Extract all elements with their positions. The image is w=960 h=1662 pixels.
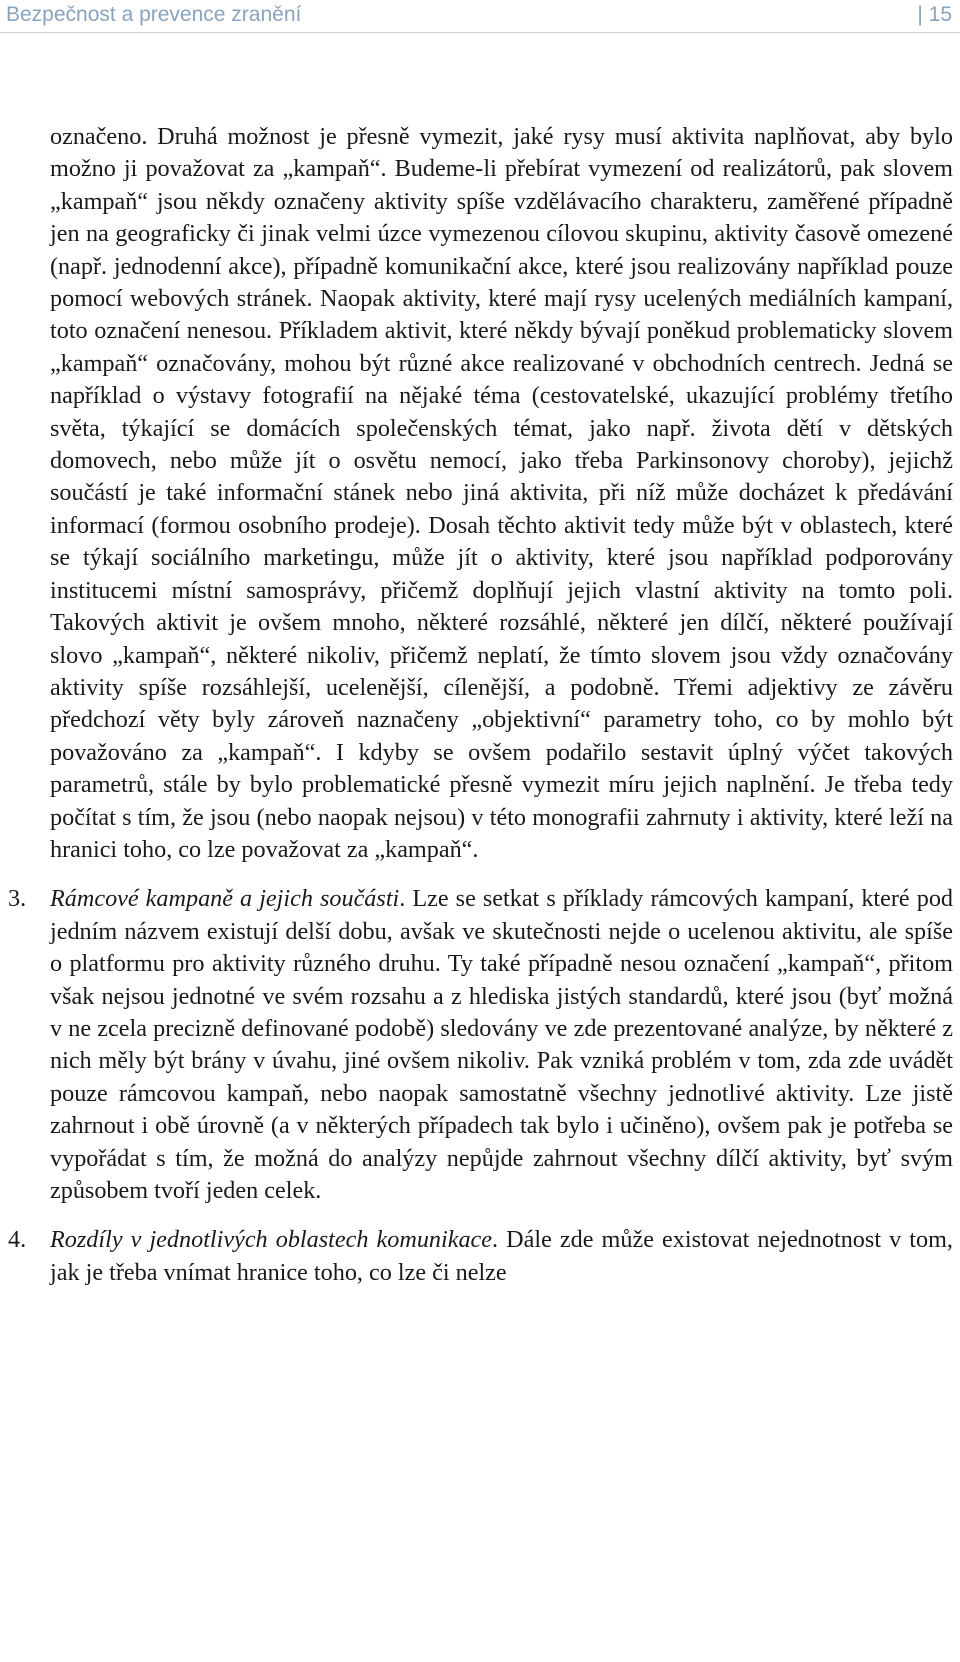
page-number: | 15 [917,3,952,26]
header-title: Bezpečnost a prevence zranění [6,3,302,26]
list-item-body: . Lze se setkat s příklady rámcových kampaní, které pod jedním názvem existují delší dobu, avšak ve skutečnosti nejde o ucelenou aktivitu, ale spíše o platformu pro aktivity různého druhu. Ty také případně nesou označení „kampaň“, přitom však nejsou jednotné ve svém rozsahu a z hlediska jistých standardů, které jsou (byť možná v ne zcela precizně definované podobě) sledovány ve zde prezentované analýze, by některé z nich měly být brány v úvahu, jiné ovšem nikoliv. Pak vzniká problém v tom, zda zde uvádět pouze rámcovou kampaň, nebo naopak samostatně všechny jednotlivé aktivity. Lze jistě zahrnout i obě úrovně (a v některých případech tak bylo i učiněno), ovšem pak je potřeba se vypořádat s tím, že možná do analýzy nepůjde zahrnout všechny dílčí aktivity, byť svým způsobem tvoří jeden celek. [50,885,954,1204]
list-item-lead: Rozdíly v jednotlivých oblastech komunikace [50,1226,493,1254]
list-item [8,1224,953,1289]
list-item-text [50,883,953,1207]
list-item-text [50,1224,953,1289]
header-divider [0,32,960,33]
page-body [8,121,954,1289]
body-paragraph: označeno. Druhá možnost je přesně vymezit, jaké rysy musí aktivita naplňovat, aby bylo možno ji považovat za „kampaň“. Budeme-li přebírat vymezení od realizátorů, pak slovem „kampaň“ jsou někdy označeny aktivity spíše vzdělávacího charakteru, zaměřené případně jen na geograficky či jinak velmi úzce vymezenou cílovou skupinu, aktivity časově omezené (např. jednodenní akce), případně komunikační akce, které jsou realizovány například pouze pomocí webových stránek. Naopak aktivity, které mají rysy ucelených mediálních kampaní, toto označení nenesou. Příkladem aktivit, které někdy bývají poněkud problematicky slovem „kampaň“ označovány, mohou být různé akce realizované v obchodních centrech. Jedná se například o výstavy fotografií na nějaké téma (cestovatelské, ukazující problémy třetího světa, týkající se domácích společenských témat, jako např. života dětí v dětských domovech, nebo může jít o osvětu nemocí, jako třeba Parkinsonovy choroby), jejichž součástí je také informační stánek nebo jiná aktivita, při níž může docházet k předávání informací (formou osobního prodeje). Dosah těchto aktivit tedy může být v oblastech, které se týkají sociálního marketingu, může jít o aktivity, které jsou například podporovány institucemi místní samosprávy, přičemž doplňují jejich vlastní aktivity na tomto poli. Takových aktivit je ovšem mnoho, některé rozsáhlé, některé jen dílčí, některé používají slovo „kampaň“, některé nikoliv, přičemž neplatí, že tímto slovem jsou vždy označovány aktivity spíše rozsáhlejší, ucelenější, cílenější, a podobně. Třemi adjektivy ze závěru předchozí věty byly zároveň naznačeny „objektivní“ parametry toho, co by mohlo být považováno za „kampaň“. I kdyby se ovšem podařilo sestavit úplný výčet takových parametrů, stále by bylo problematické přesně vymezit míru jejich naplnění. Je třeba tedy počítat s tím, že jsou (nebo naopak nejsou) v této monografii zahrnuty i aktivity, které leží na hranici toho, co lze považovat za „kampaň“. [50,123,953,863]
list-item-lead: Rámcové kampaně a jejich součásti [50,885,400,913]
list-item-number: 3. [8,885,27,913]
list-item [8,883,954,1207]
list-item-body: . Dále zde může existovat nejednotnost v tom, jak je třeba vnímat hranice toho, co lze či nelze [50,1226,953,1286]
running-header [0,0,960,36]
list-item-number: 4. [8,1226,27,1254]
